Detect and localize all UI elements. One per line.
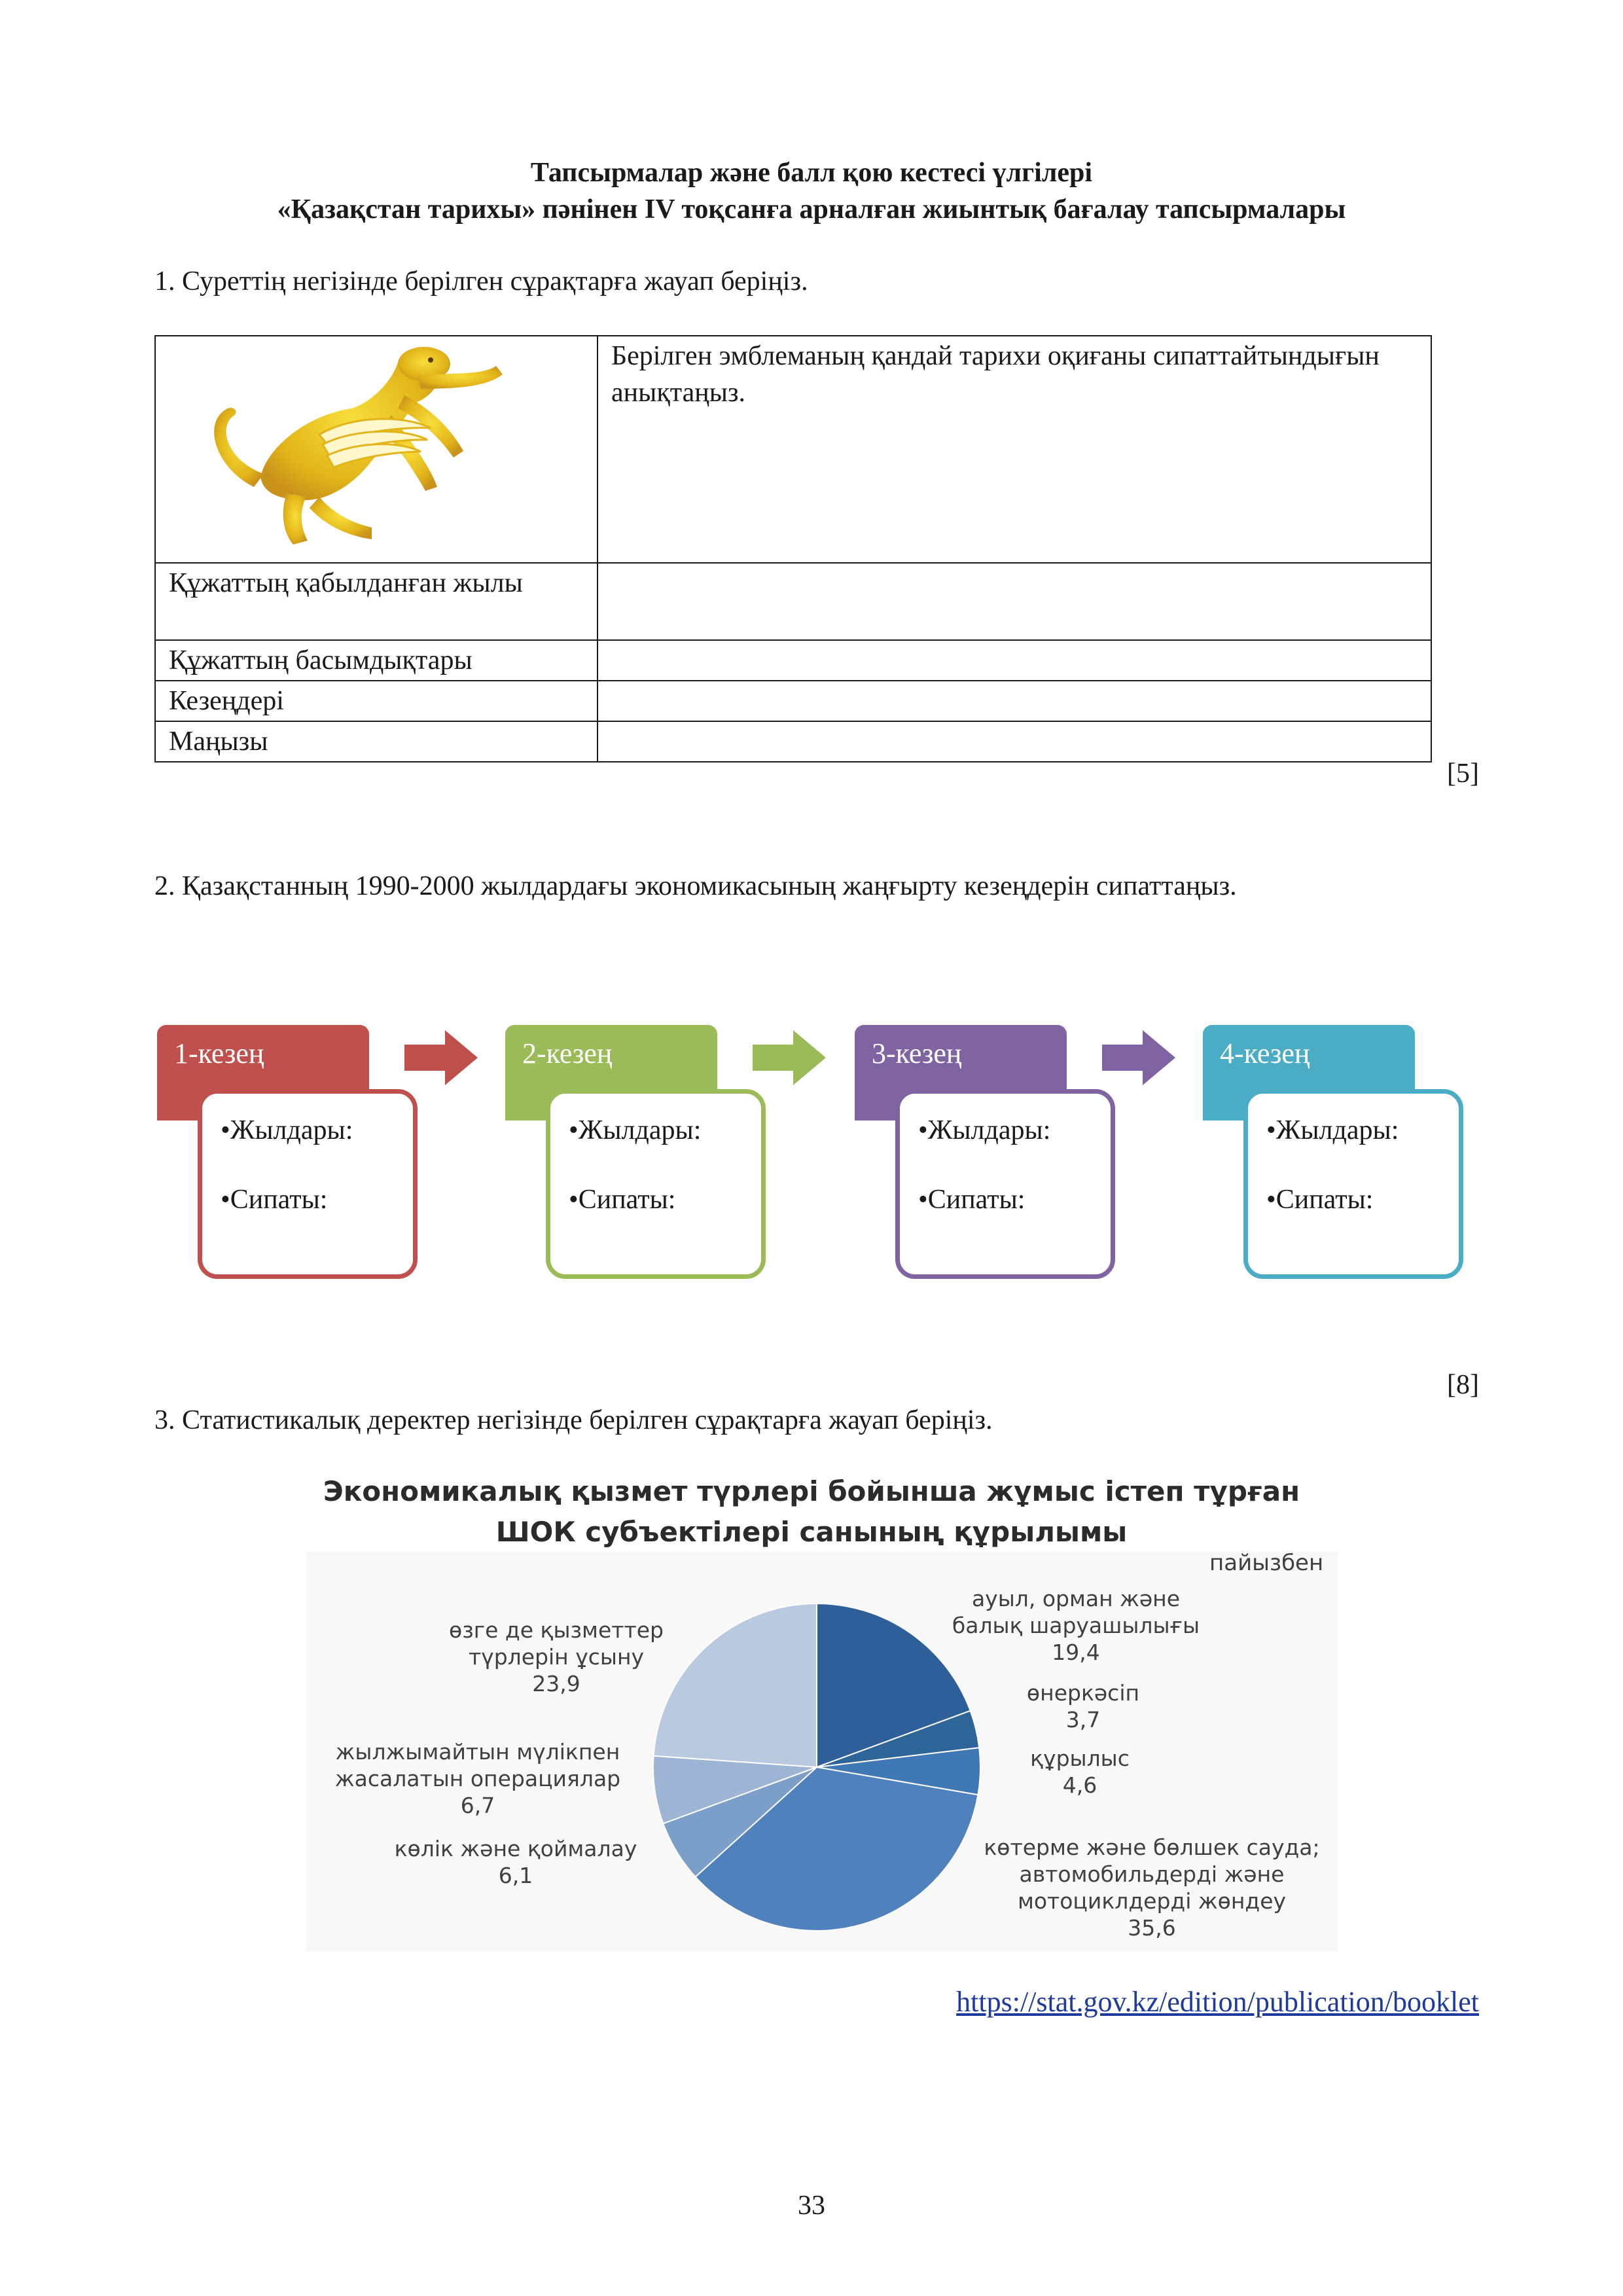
emblem-prompt-text: Берілген эмблеманың қандай тарихи оқиғаны сипаттайтындығын анықтаңыз. — [611, 341, 1380, 408]
stage-3-title: 3-кезең — [872, 1037, 962, 1069]
stage-4-box[interactable] — [1243, 1089, 1463, 1279]
stage-4-title: 4-кезең — [1220, 1037, 1310, 1069]
pie-label-construction: құрылыс 4,6 — [1030, 1746, 1130, 1798]
chart-title-line1: Экономикалық қызмет түрлері бойынша жұмыс істеп тұрған — [323, 1475, 1300, 1507]
stage-3-box[interactable] — [895, 1089, 1115, 1279]
page-number: 33 — [798, 2191, 825, 2221]
emblem-cell — [155, 336, 597, 563]
source-link[interactable]: https://stat.gov.kz/edition/publication/booklet — [956, 1986, 1479, 2018]
pie-label-trade: көтерме және бөлшек сауда; автомобильдерді және мотоциклдерді жөндеу 35,6 — [984, 1835, 1320, 1941]
pie-label-industry: өнеркәсіп 3,7 — [1026, 1680, 1140, 1732]
pie-label-transport: көлік және қоймалау 6,1 — [394, 1836, 637, 1888]
stage-2-box[interactable] — [546, 1089, 766, 1279]
arrow-3-to-4-icon — [1102, 1030, 1175, 1085]
task1-table — [154, 335, 1432, 762]
answer-cell-adoption-year[interactable] — [597, 563, 1431, 640]
task1-score: [5] — [1447, 759, 1479, 789]
stage-2-title: 2-кезең — [522, 1037, 613, 1069]
row-label-priorities: Құжаттың басымдықтары — [155, 640, 597, 681]
stage-4-years: •Жылдары: — [1266, 1115, 1399, 1145]
task2-score: [8] — [1447, 1370, 1479, 1400]
stage-1-box[interactable] — [198, 1089, 418, 1279]
pie-label-real-estate: жылжымайтын мүлікпен жасалатын операциялар 6,7 — [334, 1739, 621, 1818]
answer-cell-stages[interactable] — [597, 681, 1431, 721]
page-subtitle: «Қазақстан тарихы» пәнінен IV тоқсанға арналған жиынтық бағалау тапсырмалары — [277, 194, 1346, 224]
emblem-prompt-cell — [597, 336, 1431, 563]
pie-label-other-services: өзге де қызметтер түрлерін ұсыну 23,9 — [449, 1617, 664, 1696]
row-label-significance: Маңызы — [155, 721, 597, 762]
pie-label-agriculture: ауыл, орман және балық шаруашылығы 19,4 — [952, 1586, 1200, 1665]
answer-cell-priorities[interactable] — [597, 640, 1431, 681]
pie-slice-6 — [654, 1604, 817, 1767]
stage-1-title: 1-кезең — [174, 1037, 264, 1069]
page-title: Тапсырмалар және балл қою кестесі үлгілері — [530, 158, 1093, 188]
arrow-1-to-2-icon — [404, 1030, 478, 1085]
chart-title-line2: ШОК субъектілері санының құрылымы — [495, 1516, 1128, 1548]
answer-cell-significance[interactable] — [597, 721, 1431, 762]
stage-3-character: •Сипаты: — [918, 1185, 1026, 1215]
stage-2-years: •Жылдары: — [569, 1115, 702, 1145]
task2-question: 2. Қазақстанның 1990-2000 жылдардағы экономикасының жаңғырту кезеңдерін сипаттаңыз. — [154, 871, 1237, 901]
stage-2-character: •Сипаты: — [569, 1185, 676, 1215]
task1-question: 1. Суреттің негізінде берілген сұрақтарға жауап беріңіз. — [154, 266, 808, 296]
stage-1-character: •Сипаты: — [221, 1185, 328, 1215]
arrow-2-to-3-icon — [753, 1030, 826, 1085]
stage-3-years: •Жылдары: — [918, 1115, 1051, 1145]
row-label-stages: Кезеңдері — [155, 681, 597, 721]
snow-leopard-emblem-icon — [156, 336, 598, 552]
chart-unit-label: пайызбен — [1209, 1550, 1324, 1576]
row-label-adoption-year: Құжаттың қабылданған жылы — [155, 563, 597, 640]
stage-4-character: •Сипаты: — [1266, 1185, 1374, 1215]
stage-1-years: •Жылдары: — [221, 1115, 353, 1145]
task3-question: 3. Статистикалық деректер негізінде берілген сұрақтарға жауап беріңіз. — [154, 1405, 993, 1435]
